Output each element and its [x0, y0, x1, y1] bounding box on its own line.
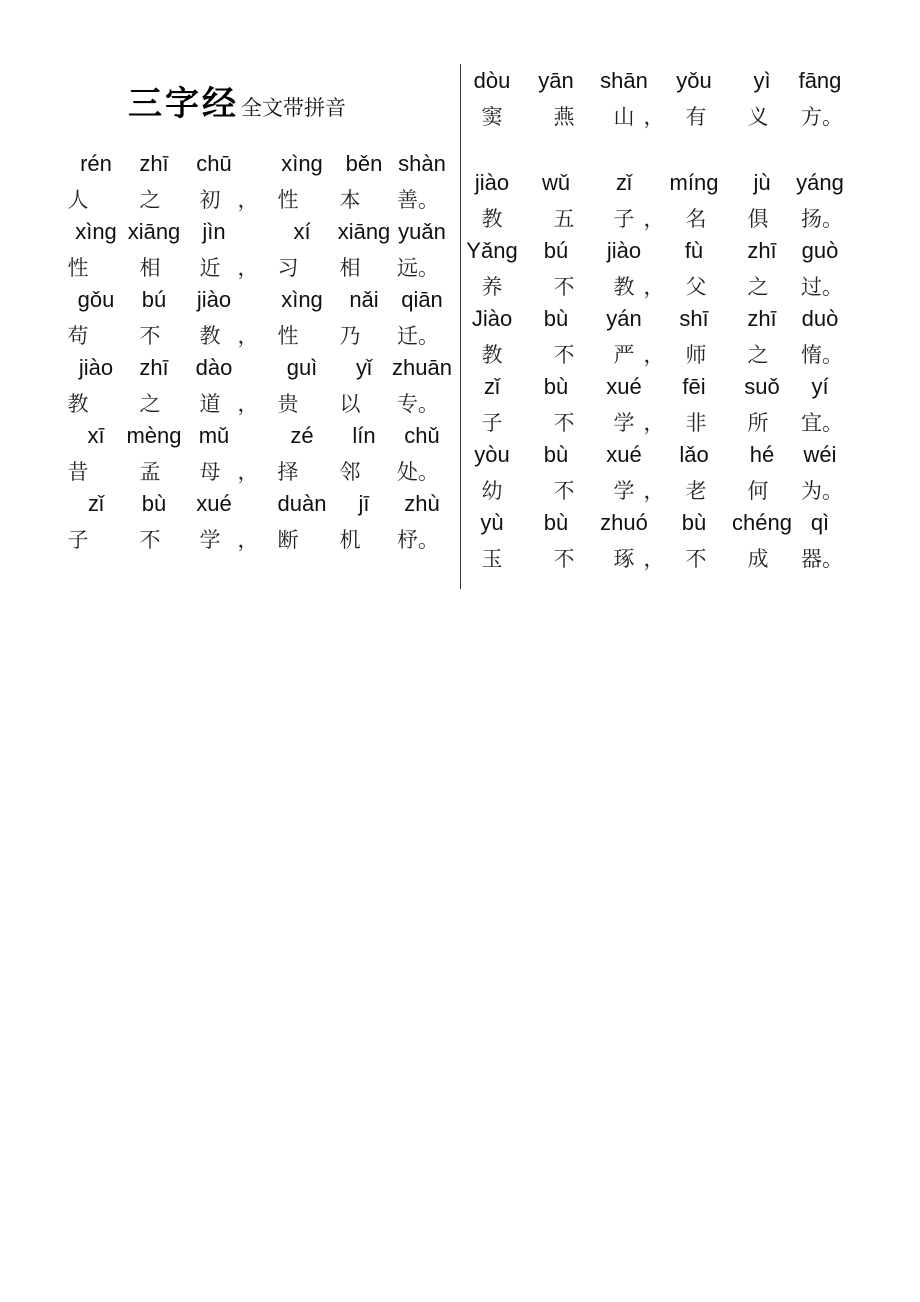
hanzi-character: 不: [139, 324, 161, 348]
pinyin-syllable: jìn: [202, 219, 226, 244]
hanzi-character: 机: [339, 528, 361, 552]
hanzi-character: 所: [747, 411, 769, 435]
hanzi-character: 名: [685, 207, 707, 231]
verse-stanza: [62, 353, 450, 421]
hanzi-character: 子: [481, 411, 503, 435]
verse-stanza: [472, 168, 844, 236]
pinyin-syllable: xué: [196, 491, 232, 516]
pinyin-syllable: bù: [681, 510, 707, 535]
hanzi-character: 以: [339, 392, 361, 416]
pinyin-syllable: fēi: [682, 374, 706, 399]
pinyin-line: [472, 168, 844, 202]
pinyin-syllable: dào: [195, 355, 233, 380]
pinyin-syllable: nǎi: [349, 287, 379, 312]
hanzi-character: ，: [643, 275, 665, 299]
hanzi-character: 严: [613, 343, 635, 367]
hanzi-character: 之: [747, 275, 769, 299]
hanzi-line: [472, 406, 844, 440]
pinyin-syllable: rén: [80, 151, 112, 176]
right-text-column: [466, 66, 844, 576]
pinyin-syllable: jù: [753, 170, 771, 195]
hanzi-line: [472, 338, 844, 372]
hanzi-character: 何: [747, 479, 769, 503]
verse-stanza: [62, 217, 450, 285]
pinyin-line: [472, 66, 844, 100]
pinyin-syllable: xìng: [75, 219, 117, 244]
hanzi-character: 成: [747, 547, 769, 571]
pinyin-syllable: yí: [811, 374, 829, 399]
pinyin-syllable: yòu: [474, 442, 510, 467]
hanzi-character: 性: [277, 188, 299, 212]
hanzi-character: 玉: [481, 547, 503, 571]
hanzi-character: 非: [685, 411, 707, 435]
hanzi-character: 邻: [339, 460, 361, 484]
pinyin-syllable: bù: [141, 491, 167, 516]
hanzi-character: 俱: [747, 207, 769, 231]
pinyin-syllable: bú: [141, 287, 167, 312]
pinyin-syllable: jiào: [196, 287, 232, 312]
hanzi-character: ，: [237, 460, 259, 484]
hanzi-character: ，: [643, 343, 665, 367]
hanzi-character: 不: [553, 343, 575, 367]
hanzi-character: 方。: [801, 105, 843, 129]
hanzi-line: [62, 387, 450, 421]
pinyin-syllable: xí: [293, 219, 311, 244]
pinyin-syllable: xué: [606, 442, 642, 467]
hanzi-character: 教: [199, 324, 221, 348]
hanzi-line: [472, 474, 844, 508]
pinyin-syllable: zhī: [139, 151, 169, 176]
pinyin-syllable: xué: [606, 374, 642, 399]
pinyin-syllable: bù: [543, 510, 569, 535]
pinyin-syllable: xiāng: [337, 219, 391, 244]
pinyin-syllable: gǒu: [77, 287, 115, 312]
hanzi-character: 不: [553, 479, 575, 503]
verse-stanza: [472, 508, 844, 576]
stanza-gap: [472, 134, 844, 168]
hanzi-character: 相: [339, 256, 361, 280]
pinyin-line: [62, 285, 450, 319]
hanzi-character: ，: [643, 411, 665, 435]
verse-stanza: [62, 489, 450, 557]
hanzi-character: 之: [139, 188, 161, 212]
pinyin-syllable: zhī: [747, 306, 777, 331]
pinyin-syllable: zhuān: [392, 355, 452, 380]
verse-stanza: [62, 149, 450, 217]
pinyin-syllable: zhī: [747, 238, 777, 263]
pinyin-syllable: jī: [358, 491, 370, 516]
hanzi-character: 不: [553, 547, 575, 571]
hanzi-character: 处。: [397, 460, 439, 484]
hanzi-character: 教: [481, 343, 503, 367]
pinyin-syllable: chū: [196, 151, 232, 176]
pinyin-syllable: Yǎng: [466, 238, 518, 263]
hanzi-character: ，: [237, 528, 259, 552]
hanzi-character: 琢: [613, 547, 635, 571]
pinyin-syllable: zhuó: [600, 510, 648, 535]
hanzi-character: 杼。: [397, 528, 439, 552]
hanzi-character: 专。: [397, 392, 439, 416]
hanzi-character: 善。: [397, 188, 439, 212]
pinyin-line: [472, 508, 844, 542]
title-main: 三字经: [128, 84, 239, 124]
pinyin-syllable: duàn: [277, 491, 327, 516]
hanzi-character: 贵: [277, 392, 299, 416]
hanzi-line: [62, 319, 450, 353]
pinyin-syllable: jiào: [474, 170, 510, 195]
hanzi-character: 子: [67, 528, 89, 552]
hanzi-character: 子: [613, 207, 635, 231]
pinyin-syllable: yì: [753, 68, 771, 93]
hanzi-character: 窦: [481, 105, 503, 129]
verse-stanza: [62, 285, 450, 353]
pinyin-line: [472, 440, 844, 474]
hanzi-character: 教: [481, 207, 503, 231]
pinyin-syllable: duò: [801, 306, 839, 331]
pinyin-syllable: jiào: [78, 355, 114, 380]
hanzi-character: 山: [613, 105, 635, 129]
hanzi-character: 近: [199, 256, 221, 280]
hanzi-character: 母: [199, 460, 221, 484]
pinyin-syllable: mǔ: [198, 423, 230, 448]
pinyin-syllable: lǎo: [679, 442, 709, 467]
pinyin-syllable: bù: [543, 374, 569, 399]
pinyin-syllable: yuǎn: [398, 219, 446, 244]
hanzi-character: 教: [67, 392, 89, 416]
pinyin-syllable: guì: [286, 355, 318, 380]
hanzi-character: 习: [277, 256, 299, 280]
hanzi-character: 父: [685, 275, 707, 299]
hanzi-character: 师: [685, 343, 707, 367]
pinyin-syllable: xiāng: [127, 219, 181, 244]
hanzi-line: [472, 542, 844, 576]
hanzi-character: 乃: [339, 324, 361, 348]
pinyin-syllable: qiān: [401, 287, 443, 312]
pinyin-syllable: zé: [290, 423, 314, 448]
pinyin-syllable: chéng: [732, 510, 792, 535]
hanzi-line: [472, 202, 844, 236]
pinyin-syllable: yān: [538, 68, 574, 93]
verse-stanza: [472, 440, 844, 508]
hanzi-character: 有: [685, 105, 707, 129]
column-divider: [460, 64, 461, 589]
hanzi-character: 养: [481, 275, 503, 299]
hanzi-character: 老: [685, 479, 707, 503]
hanzi-character: ，: [237, 324, 259, 348]
hanzi-character: 道: [199, 392, 221, 416]
hanzi-character: 人: [67, 188, 89, 212]
pinyin-syllable: xìng: [281, 287, 323, 312]
pinyin-line: [62, 217, 450, 251]
hanzi-character: 学: [199, 528, 221, 552]
pinyin-syllable: zǐ: [88, 491, 104, 516]
hanzi-character: 本: [339, 188, 361, 212]
page-title: [128, 76, 346, 125]
pinyin-syllable: míng: [669, 170, 719, 195]
hanzi-character: ，: [643, 547, 665, 571]
pinyin-line: [472, 372, 844, 406]
verse-stanza: [62, 421, 450, 489]
hanzi-character: 扬。: [801, 207, 843, 231]
hanzi-character: 远。: [397, 256, 439, 280]
hanzi-character: ，: [643, 105, 665, 129]
hanzi-character: 义: [747, 105, 769, 129]
hanzi-line: [472, 100, 844, 134]
pinyin-syllable: yǒu: [676, 68, 712, 93]
hanzi-character: 不: [553, 411, 575, 435]
hanzi-character: 择: [277, 460, 299, 484]
hanzi-character: 性: [67, 256, 89, 280]
pinyin-syllable: zǐ: [484, 374, 500, 399]
pinyin-syllable: yáng: [796, 170, 844, 195]
pinyin-syllable: jiào: [606, 238, 642, 263]
pinyin-syllable: mèng: [126, 423, 182, 448]
verse-stanza: [472, 372, 844, 440]
pinyin-syllable: xī: [87, 423, 105, 448]
pinyin-syllable: zhù: [404, 491, 440, 516]
verse-stanza: [472, 304, 844, 372]
hanzi-character: 宜。: [801, 411, 843, 435]
pinyin-line: [62, 353, 450, 387]
hanzi-character: 教: [613, 275, 635, 299]
hanzi-character: 不: [685, 547, 707, 571]
hanzi-character: 相: [139, 256, 161, 280]
pinyin-line: [62, 149, 450, 183]
pinyin-syllable: zǐ: [616, 170, 632, 195]
hanzi-character: 过。: [801, 275, 843, 299]
pinyin-line: [466, 236, 844, 270]
hanzi-character: 学: [613, 479, 635, 503]
verse-stanza: [472, 66, 844, 134]
pinyin-syllable: suǒ: [744, 374, 780, 399]
pinyin-line: [472, 304, 844, 338]
hanzi-line: [62, 523, 450, 557]
pinyin-syllable: bú: [543, 238, 569, 263]
hanzi-character: 燕: [553, 105, 575, 129]
hanzi-line: [62, 455, 450, 489]
pinyin-syllable: yǐ: [356, 355, 372, 380]
pinyin-syllable: běn: [345, 151, 383, 176]
pinyin-syllable: fāng: [798, 68, 842, 93]
title-subtitle: 全文带拼音: [241, 96, 346, 120]
pinyin-line: [62, 489, 450, 523]
hanzi-character: ，: [643, 479, 665, 503]
hanzi-character: 为。: [801, 479, 843, 503]
hanzi-character: 昔: [67, 460, 89, 484]
hanzi-line: [472, 270, 844, 304]
pinyin-syllable: chǔ: [404, 423, 440, 448]
hanzi-character: 迁。: [397, 324, 439, 348]
pinyin-syllable: guò: [801, 238, 839, 263]
hanzi-character: ，: [643, 207, 665, 231]
hanzi-character: 五: [553, 207, 575, 231]
pinyin-syllable: Jiào: [471, 306, 513, 331]
pinyin-syllable: wǔ: [541, 170, 571, 195]
hanzi-line: [62, 251, 450, 285]
hanzi-character: 性: [277, 324, 299, 348]
pinyin-line: [62, 421, 450, 455]
pinyin-syllable: yù: [480, 510, 504, 535]
hanzi-character: 苟: [67, 324, 89, 348]
pinyin-syllable: fù: [684, 238, 704, 263]
hanzi-character: 孟: [139, 460, 161, 484]
pinyin-syllable: bù: [543, 442, 569, 467]
hanzi-character: 学: [613, 411, 635, 435]
hanzi-character: 不: [139, 528, 161, 552]
verse-stanza: [466, 236, 844, 304]
hanzi-character: 幼: [481, 479, 503, 503]
pinyin-syllable: shī: [679, 306, 709, 331]
pinyin-syllable: zhī: [139, 355, 169, 380]
pinyin-syllable: dòu: [473, 68, 511, 93]
hanzi-character: 初: [199, 188, 221, 212]
hanzi-character: 不: [553, 275, 575, 299]
pinyin-syllable: hé: [749, 442, 775, 467]
pinyin-syllable: lín: [352, 423, 376, 448]
pinyin-syllable: bù: [543, 306, 569, 331]
pinyin-syllable: xìng: [281, 151, 323, 176]
left-text-column: [62, 149, 450, 557]
hanzi-character: 断: [277, 528, 299, 552]
hanzi-character: 之: [139, 392, 161, 416]
hanzi-character: ，: [237, 188, 259, 212]
hanzi-character: ，: [237, 256, 259, 280]
hanzi-character: 惰。: [801, 343, 843, 367]
hanzi-character: ，: [237, 392, 259, 416]
pinyin-syllable: yán: [606, 306, 642, 331]
pinyin-syllable: wéi: [803, 442, 837, 467]
pinyin-syllable: qì: [810, 510, 830, 535]
hanzi-character: 器。: [801, 547, 843, 571]
hanzi-character: 之: [747, 343, 769, 367]
hanzi-line: [62, 183, 450, 217]
pinyin-syllable: shān: [600, 68, 648, 93]
pinyin-syllable: shàn: [398, 151, 446, 176]
